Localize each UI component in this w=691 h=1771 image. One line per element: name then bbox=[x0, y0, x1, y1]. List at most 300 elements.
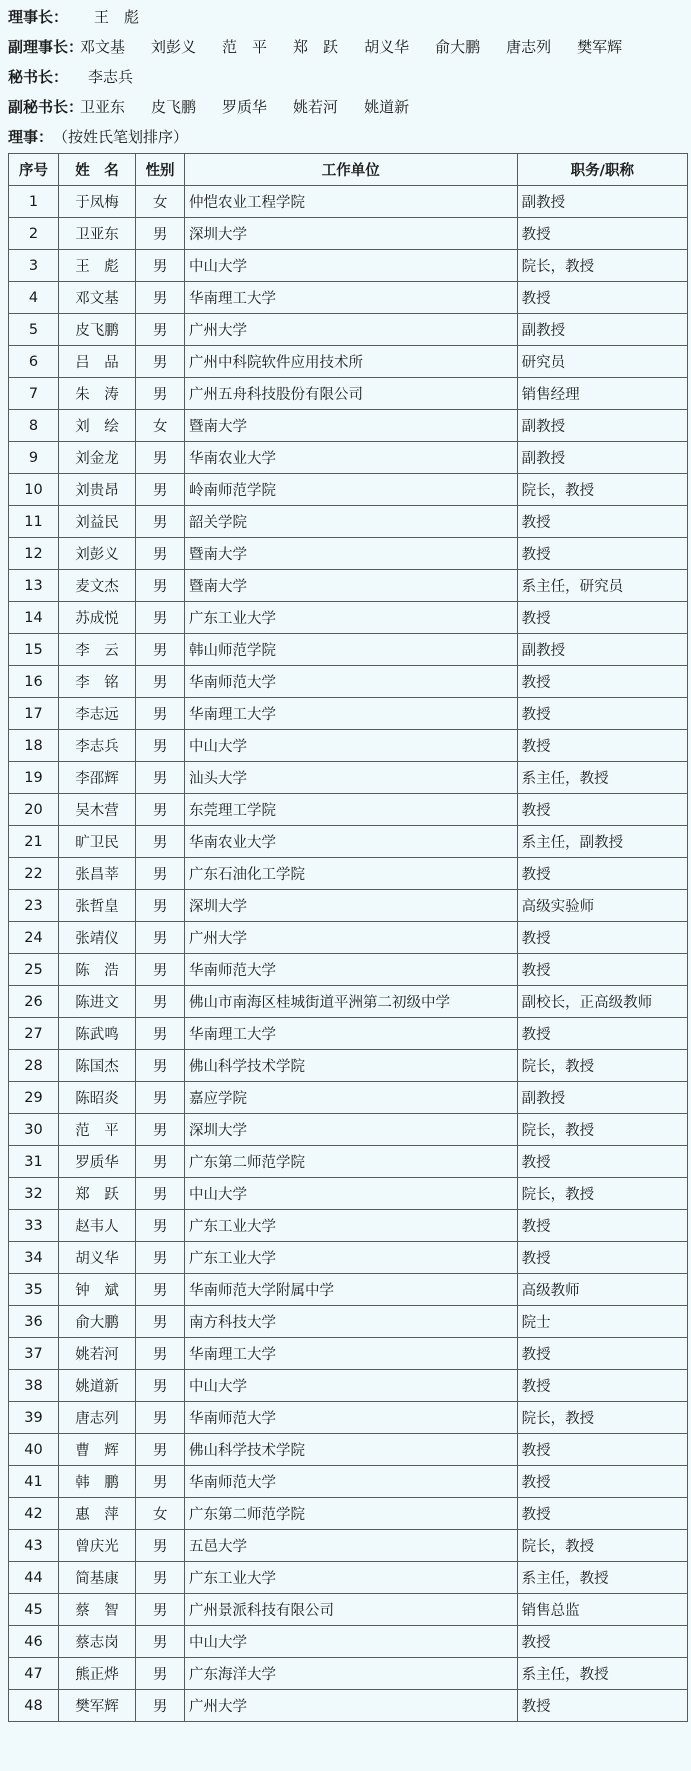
member-name: 李 铭 bbox=[58, 666, 135, 698]
member-unit: 广州大学 bbox=[184, 314, 517, 346]
member-sex: 男 bbox=[136, 474, 185, 506]
role-person-name: 李志兵 bbox=[88, 68, 134, 86]
table-row bbox=[9, 378, 688, 410]
table-row bbox=[9, 1178, 688, 1210]
row-number: 15 bbox=[9, 634, 59, 666]
member-name: 李 云 bbox=[58, 634, 135, 666]
role-line bbox=[8, 92, 683, 122]
table-row bbox=[9, 1018, 688, 1050]
table-row bbox=[9, 538, 688, 570]
member-position: 副教授 bbox=[517, 314, 687, 346]
role-line bbox=[8, 62, 683, 92]
member-unit: 汕头大学 bbox=[184, 762, 517, 794]
table-row bbox=[9, 1690, 688, 1722]
member-sex: 男 bbox=[136, 1690, 185, 1722]
member-name: 陈进文 bbox=[58, 986, 135, 1018]
member-position: 副教授 bbox=[517, 634, 687, 666]
row-number: 33 bbox=[9, 1210, 59, 1242]
member-unit: 仲恺农业工程学院 bbox=[184, 186, 517, 218]
member-name: 刘彭义 bbox=[58, 538, 135, 570]
member-position: 教授 bbox=[517, 1242, 687, 1274]
member-unit: 广东工业大学 bbox=[184, 602, 517, 634]
table-row bbox=[9, 570, 688, 602]
row-number: 23 bbox=[9, 890, 59, 922]
member-name: 钟 斌 bbox=[58, 1274, 135, 1306]
table-row bbox=[9, 1658, 688, 1690]
row-number: 47 bbox=[9, 1658, 59, 1690]
member-unit: 广州中科院软件应用技术所 bbox=[184, 346, 517, 378]
member-unit: 华南师范大学 bbox=[184, 1466, 517, 1498]
member-name: 李志远 bbox=[58, 698, 135, 730]
member-name: 刘 绘 bbox=[58, 410, 135, 442]
row-number: 32 bbox=[9, 1178, 59, 1210]
member-name: 熊正烨 bbox=[58, 1658, 135, 1690]
member-unit: 华南理工大学 bbox=[184, 1338, 517, 1370]
member-position: 系主任，教授 bbox=[517, 762, 687, 794]
table-row bbox=[9, 826, 688, 858]
table-row bbox=[9, 698, 688, 730]
member-position: 院长，教授 bbox=[517, 1530, 687, 1562]
member-sex: 男 bbox=[136, 730, 185, 762]
role-person-name: 王 彪 bbox=[94, 8, 140, 26]
table-row bbox=[9, 474, 688, 506]
row-number: 46 bbox=[9, 1626, 59, 1658]
row-number: 39 bbox=[9, 1402, 59, 1434]
member-position: 高级教师 bbox=[517, 1274, 687, 1306]
member-name: 刘益民 bbox=[58, 506, 135, 538]
member-unit: 中山大学 bbox=[184, 1178, 517, 1210]
role-names bbox=[80, 38, 648, 56]
member-name: 刘贵昂 bbox=[58, 474, 135, 506]
member-sex: 男 bbox=[136, 218, 185, 250]
row-number: 10 bbox=[9, 474, 59, 506]
member-unit: 佛山科学技术学院 bbox=[184, 1050, 517, 1082]
row-number: 13 bbox=[9, 570, 59, 602]
member-name: 麦文杰 bbox=[58, 570, 135, 602]
table-row bbox=[9, 1338, 688, 1370]
member-name: 朱 涛 bbox=[58, 378, 135, 410]
table-row bbox=[9, 762, 688, 794]
member-sex: 男 bbox=[136, 986, 185, 1018]
member-unit: 深圳大学 bbox=[184, 1114, 517, 1146]
member-unit: 中山大学 bbox=[184, 730, 517, 762]
members-heading bbox=[8, 122, 683, 152]
member-sex: 女 bbox=[136, 186, 185, 218]
table-row bbox=[9, 1082, 688, 1114]
member-unit: 深圳大学 bbox=[184, 218, 517, 250]
member-position: 教授 bbox=[517, 1690, 687, 1722]
role-title: 秘书长： bbox=[8, 68, 69, 86]
table-row bbox=[9, 1434, 688, 1466]
member-name: 赵韦人 bbox=[58, 1210, 135, 1242]
member-unit: 华南农业大学 bbox=[184, 826, 517, 858]
member-name: 于凤梅 bbox=[58, 186, 135, 218]
member-sex: 男 bbox=[136, 1274, 185, 1306]
row-number: 29 bbox=[9, 1082, 59, 1114]
row-number: 9 bbox=[9, 442, 59, 474]
table-row bbox=[9, 954, 688, 986]
member-position: 教授 bbox=[517, 1466, 687, 1498]
member-position: 教授 bbox=[517, 1498, 687, 1530]
member-sex: 男 bbox=[136, 378, 185, 410]
row-number: 8 bbox=[9, 410, 59, 442]
member-name: 姚若河 bbox=[58, 1338, 135, 1370]
member-position: 教授 bbox=[517, 1210, 687, 1242]
row-number: 7 bbox=[9, 378, 59, 410]
row-number: 22 bbox=[9, 858, 59, 890]
member-name: 陈国杰 bbox=[58, 1050, 135, 1082]
member-position: 教授 bbox=[517, 538, 687, 570]
member-position: 教授 bbox=[517, 218, 687, 250]
table-row bbox=[9, 1242, 688, 1274]
member-unit: 华南师范大学 bbox=[184, 954, 517, 986]
member-unit: 中山大学 bbox=[184, 1370, 517, 1402]
member-sex: 男 bbox=[136, 250, 185, 282]
member-unit: 广东石油化工学院 bbox=[184, 858, 517, 890]
member-name: 胡义华 bbox=[58, 1242, 135, 1274]
table-row bbox=[9, 602, 688, 634]
role-line bbox=[8, 32, 683, 62]
member-sex: 男 bbox=[136, 1114, 185, 1146]
row-number: 35 bbox=[9, 1274, 59, 1306]
member-unit: 华南理工大学 bbox=[184, 282, 517, 314]
row-number: 18 bbox=[9, 730, 59, 762]
member-unit: 暨南大学 bbox=[184, 538, 517, 570]
member-position: 院长，教授 bbox=[517, 1114, 687, 1146]
member-sex: 男 bbox=[136, 570, 185, 602]
role-person-name: 罗质华 bbox=[222, 98, 268, 116]
table-row bbox=[9, 1370, 688, 1402]
row-number: 25 bbox=[9, 954, 59, 986]
header-sex: 性别 bbox=[136, 154, 185, 186]
member-unit: 广州五舟科技股份有限公司 bbox=[184, 378, 517, 410]
table-row bbox=[9, 186, 688, 218]
member-position: 副教授 bbox=[517, 1082, 687, 1114]
table-row bbox=[9, 1530, 688, 1562]
member-sex: 男 bbox=[136, 1562, 185, 1594]
member-sex: 男 bbox=[136, 538, 185, 570]
member-position: 教授 bbox=[517, 506, 687, 538]
table-row bbox=[9, 1210, 688, 1242]
member-position: 教授 bbox=[517, 1434, 687, 1466]
table-row bbox=[9, 250, 688, 282]
member-position: 院长，教授 bbox=[517, 474, 687, 506]
member-unit: 东莞理工学院 bbox=[184, 794, 517, 826]
member-position: 高级实验师 bbox=[517, 890, 687, 922]
role-line bbox=[8, 2, 683, 32]
member-position: 院长，教授 bbox=[517, 1050, 687, 1082]
role-person-name: 邓文基 bbox=[80, 38, 126, 56]
member-position: 教授 bbox=[517, 922, 687, 954]
member-sex: 男 bbox=[136, 890, 185, 922]
member-position: 院士 bbox=[517, 1306, 687, 1338]
member-name: 范 平 bbox=[58, 1114, 135, 1146]
row-number: 16 bbox=[9, 666, 59, 698]
member-name: 韩 鹏 bbox=[58, 1466, 135, 1498]
header-no: 序号 bbox=[9, 154, 59, 186]
leadership-list bbox=[8, 2, 683, 122]
member-sex: 男 bbox=[136, 1466, 185, 1498]
member-sex: 男 bbox=[136, 1306, 185, 1338]
member-unit: 广东工业大学 bbox=[184, 1562, 517, 1594]
member-unit: 韶关学院 bbox=[184, 506, 517, 538]
member-position: 教授 bbox=[517, 666, 687, 698]
table-body bbox=[9, 186, 688, 1722]
member-sex: 男 bbox=[136, 1338, 185, 1370]
members-note: （按姓氏笔划排序） bbox=[53, 128, 189, 146]
member-position: 教授 bbox=[517, 1146, 687, 1178]
role-names bbox=[80, 98, 435, 116]
row-number: 14 bbox=[9, 602, 59, 634]
member-name: 陈 浩 bbox=[58, 954, 135, 986]
member-sex: 男 bbox=[136, 1658, 185, 1690]
member-unit: 广东海洋大学 bbox=[184, 1658, 517, 1690]
table-row bbox=[9, 730, 688, 762]
member-unit: 五邑大学 bbox=[184, 1530, 517, 1562]
member-position: 院长，教授 bbox=[517, 1402, 687, 1434]
role-person-name: 胡义华 bbox=[364, 38, 410, 56]
member-position: 教授 bbox=[517, 954, 687, 986]
member-position: 教授 bbox=[517, 698, 687, 730]
member-name: 惠 萍 bbox=[58, 1498, 135, 1530]
member-unit: 广东第二师范学院 bbox=[184, 1146, 517, 1178]
member-name: 俞大鹏 bbox=[58, 1306, 135, 1338]
table-row bbox=[9, 1114, 688, 1146]
member-name: 吴木营 bbox=[58, 794, 135, 826]
row-number: 36 bbox=[9, 1306, 59, 1338]
member-unit: 广东工业大学 bbox=[184, 1242, 517, 1274]
member-position: 销售经理 bbox=[517, 378, 687, 410]
row-number: 20 bbox=[9, 794, 59, 826]
member-name: 蔡 智 bbox=[58, 1594, 135, 1626]
member-position: 教授 bbox=[517, 602, 687, 634]
table-row bbox=[9, 1626, 688, 1658]
table-row bbox=[9, 794, 688, 826]
member-sex: 男 bbox=[136, 634, 185, 666]
table-row bbox=[9, 1402, 688, 1434]
row-number: 11 bbox=[9, 506, 59, 538]
member-name: 简基康 bbox=[58, 1562, 135, 1594]
member-name: 张哲皇 bbox=[58, 890, 135, 922]
table-row bbox=[9, 1466, 688, 1498]
table-row bbox=[9, 442, 688, 474]
member-unit: 中山大学 bbox=[184, 250, 517, 282]
member-sex: 男 bbox=[136, 698, 185, 730]
member-sex: 男 bbox=[136, 1210, 185, 1242]
member-position: 副校长，正高级教师 bbox=[517, 986, 687, 1018]
member-position: 系主任，教授 bbox=[517, 1562, 687, 1594]
row-number: 19 bbox=[9, 762, 59, 794]
member-name: 皮飞鹏 bbox=[58, 314, 135, 346]
member-unit: 岭南师范学院 bbox=[184, 474, 517, 506]
member-name: 陈昭炎 bbox=[58, 1082, 135, 1114]
member-unit: 佛山科学技术学院 bbox=[184, 1434, 517, 1466]
member-sex: 男 bbox=[136, 1626, 185, 1658]
table-row bbox=[9, 314, 688, 346]
role-person-name: 姚若河 bbox=[293, 98, 339, 116]
table-row bbox=[9, 922, 688, 954]
member-name: 李邵辉 bbox=[58, 762, 135, 794]
role-person-name: 皮飞鹏 bbox=[151, 98, 197, 116]
member-unit: 佛山市南海区桂城街道平洲第二初级中学 bbox=[184, 986, 517, 1018]
row-number: 3 bbox=[9, 250, 59, 282]
row-number: 21 bbox=[9, 826, 59, 858]
role-names bbox=[94, 8, 165, 26]
row-number: 34 bbox=[9, 1242, 59, 1274]
member-name: 旷卫民 bbox=[58, 826, 135, 858]
member-sex: 男 bbox=[136, 858, 185, 890]
role-title: 理事长： bbox=[8, 8, 69, 26]
member-sex: 男 bbox=[136, 1402, 185, 1434]
table-row bbox=[9, 1146, 688, 1178]
member-name: 刘金龙 bbox=[58, 442, 135, 474]
member-unit: 暨南大学 bbox=[184, 410, 517, 442]
table-row bbox=[9, 666, 688, 698]
member-sex: 男 bbox=[136, 826, 185, 858]
row-number: 12 bbox=[9, 538, 59, 570]
row-number: 24 bbox=[9, 922, 59, 954]
row-number: 44 bbox=[9, 1562, 59, 1594]
table-row bbox=[9, 1594, 688, 1626]
member-unit: 华南师范大学 bbox=[184, 666, 517, 698]
table-row bbox=[9, 890, 688, 922]
member-unit: 华南理工大学 bbox=[184, 1018, 517, 1050]
member-unit: 广东第二师范学院 bbox=[184, 1498, 517, 1530]
row-number: 41 bbox=[9, 1466, 59, 1498]
member-name: 唐志列 bbox=[58, 1402, 135, 1434]
member-position: 教授 bbox=[517, 730, 687, 762]
member-sex: 男 bbox=[136, 1530, 185, 1562]
table-row bbox=[9, 1306, 688, 1338]
row-number: 6 bbox=[9, 346, 59, 378]
member-name: 姚道新 bbox=[58, 1370, 135, 1402]
member-unit: 广州大学 bbox=[184, 922, 517, 954]
member-sex: 男 bbox=[136, 1082, 185, 1114]
member-unit: 嘉应学院 bbox=[184, 1082, 517, 1114]
member-name: 郑 跃 bbox=[58, 1178, 135, 1210]
member-sex: 男 bbox=[136, 346, 185, 378]
table-row bbox=[9, 506, 688, 538]
member-position: 教授 bbox=[517, 1338, 687, 1370]
table-row bbox=[9, 1274, 688, 1306]
row-number: 4 bbox=[9, 282, 59, 314]
member-name: 邓文基 bbox=[58, 282, 135, 314]
role-person-name: 范 平 bbox=[222, 38, 268, 56]
member-name: 卫亚东 bbox=[58, 218, 135, 250]
member-position: 系主任，研究员 bbox=[517, 570, 687, 602]
row-number: 27 bbox=[9, 1018, 59, 1050]
member-sex: 男 bbox=[136, 1594, 185, 1626]
table-row bbox=[9, 986, 688, 1018]
member-position: 教授 bbox=[517, 1626, 687, 1658]
member-name: 李志兵 bbox=[58, 730, 135, 762]
header-name: 姓 名 bbox=[58, 154, 135, 186]
member-sex: 男 bbox=[136, 666, 185, 698]
member-unit: 中山大学 bbox=[184, 1626, 517, 1658]
table-row bbox=[9, 1562, 688, 1594]
member-sex: 男 bbox=[136, 954, 185, 986]
table-row bbox=[9, 410, 688, 442]
member-sex: 男 bbox=[136, 314, 185, 346]
role-title: 副秘书长： bbox=[8, 98, 84, 116]
member-sex: 男 bbox=[136, 602, 185, 634]
member-position: 教授 bbox=[517, 282, 687, 314]
member-sex: 男 bbox=[136, 1178, 185, 1210]
member-name: 吕 品 bbox=[58, 346, 135, 378]
role-names bbox=[88, 68, 159, 86]
member-position: 教授 bbox=[517, 1018, 687, 1050]
table-row bbox=[9, 218, 688, 250]
member-position: 系主任，教授 bbox=[517, 1658, 687, 1690]
member-name: 张靖仪 bbox=[58, 922, 135, 954]
row-number: 30 bbox=[9, 1114, 59, 1146]
member-unit: 深圳大学 bbox=[184, 890, 517, 922]
row-number: 38 bbox=[9, 1370, 59, 1402]
member-unit: 广州景派科技有限公司 bbox=[184, 1594, 517, 1626]
member-sex: 男 bbox=[136, 922, 185, 954]
member-unit: 华南师范大学 bbox=[184, 1402, 517, 1434]
member-sex: 男 bbox=[136, 1050, 185, 1082]
member-position: 销售总监 bbox=[517, 1594, 687, 1626]
member-sex: 男 bbox=[136, 1242, 185, 1274]
member-position: 教授 bbox=[517, 858, 687, 890]
role-person-name: 樊军辉 bbox=[577, 38, 623, 56]
member-position: 系主任，副教授 bbox=[517, 826, 687, 858]
row-number: 28 bbox=[9, 1050, 59, 1082]
row-number: 26 bbox=[9, 986, 59, 1018]
row-number: 48 bbox=[9, 1690, 59, 1722]
member-sex: 女 bbox=[136, 410, 185, 442]
row-number: 2 bbox=[9, 218, 59, 250]
member-name: 王 彪 bbox=[58, 250, 135, 282]
table-row bbox=[9, 634, 688, 666]
table-row bbox=[9, 282, 688, 314]
member-name: 樊军辉 bbox=[58, 1690, 135, 1722]
member-position: 教授 bbox=[517, 794, 687, 826]
member-name: 曹 辉 bbox=[58, 1434, 135, 1466]
member-sex: 男 bbox=[136, 1018, 185, 1050]
table-row bbox=[9, 1050, 688, 1082]
member-unit: 韩山师范学院 bbox=[184, 634, 517, 666]
role-person-name: 刘彭义 bbox=[151, 38, 197, 56]
row-number: 31 bbox=[9, 1146, 59, 1178]
role-person-name: 卫亚东 bbox=[80, 98, 126, 116]
member-name: 张昌莘 bbox=[58, 858, 135, 890]
member-sex: 男 bbox=[136, 794, 185, 826]
member-name: 陈武鸣 bbox=[58, 1018, 135, 1050]
header-position: 职务/职称 bbox=[517, 154, 687, 186]
member-sex: 男 bbox=[136, 506, 185, 538]
table-row bbox=[9, 1498, 688, 1530]
member-sex: 男 bbox=[136, 762, 185, 794]
member-sex: 男 bbox=[136, 1370, 185, 1402]
row-number: 5 bbox=[9, 314, 59, 346]
member-unit: 广州大学 bbox=[184, 1690, 517, 1722]
row-number: 1 bbox=[9, 186, 59, 218]
member-unit: 南方科技大学 bbox=[184, 1306, 517, 1338]
role-title: 副理事长： bbox=[8, 38, 84, 56]
member-unit: 暨南大学 bbox=[184, 570, 517, 602]
role-person-name: 俞大鹏 bbox=[435, 38, 481, 56]
member-name: 曾庆光 bbox=[58, 1530, 135, 1562]
role-person-name: 唐志列 bbox=[506, 38, 552, 56]
member-position: 副教授 bbox=[517, 442, 687, 474]
row-number: 17 bbox=[9, 698, 59, 730]
table-row bbox=[9, 346, 688, 378]
member-name: 罗质华 bbox=[58, 1146, 135, 1178]
row-number: 45 bbox=[9, 1594, 59, 1626]
table-header-row bbox=[9, 154, 688, 186]
